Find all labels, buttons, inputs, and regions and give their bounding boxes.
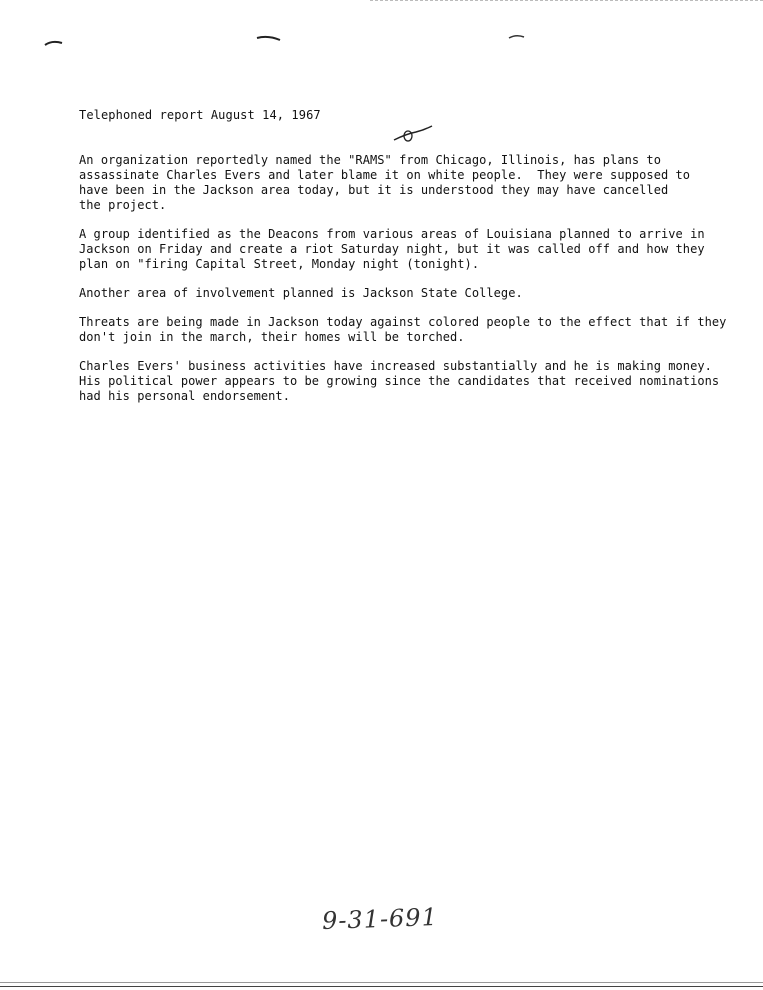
- paragraph-deacons-riot: A group identified as the Deacons from various areas of Louisiana planned to arrive in Jackson on Friday and create a riot Saturday night, but it was called off and how they plan on "firing Capital Street, Monday night (tonight).: [79, 227, 705, 271]
- report-body: [79, 153, 759, 418]
- bottom-edge-rule: [0, 986, 763, 987]
- handwritten-scrawl-mark: [392, 124, 434, 146]
- page-top-edge-rule: [370, 0, 763, 1]
- scan-mark-right: [508, 32, 526, 42]
- paragraph-evers-business: Charles Evers' business activities have increased substantially and he is making money. His political power appears to be growing since the candidates that received nominations had his personal endorsement.: [79, 359, 720, 403]
- paragraph-jackson-state: Another area of involvement planned is Jackson State College.: [79, 286, 523, 300]
- report-date-line: Telephoned report August 14, 1967: [79, 108, 321, 122]
- scan-mark-center: [256, 34, 284, 46]
- handwritten-file-number: 9-31-691: [321, 902, 439, 936]
- paragraph-rams-plot: An organization reportedly named the "RAMS" from Chicago, Illinois, has plans to assassinate Charles Evers and later blame it on white people. They were supposed to have been in the Jackson area today, but it is understood they may have cancelled the project.: [79, 153, 691, 212]
- scan-mark-left: [44, 38, 64, 48]
- bottom-edge-rule-upper: [0, 982, 763, 983]
- paragraph-threats: Threats are being made in Jackson today against colored people to the effect that if they don't join in the march, their homes will be torched.: [79, 315, 727, 344]
